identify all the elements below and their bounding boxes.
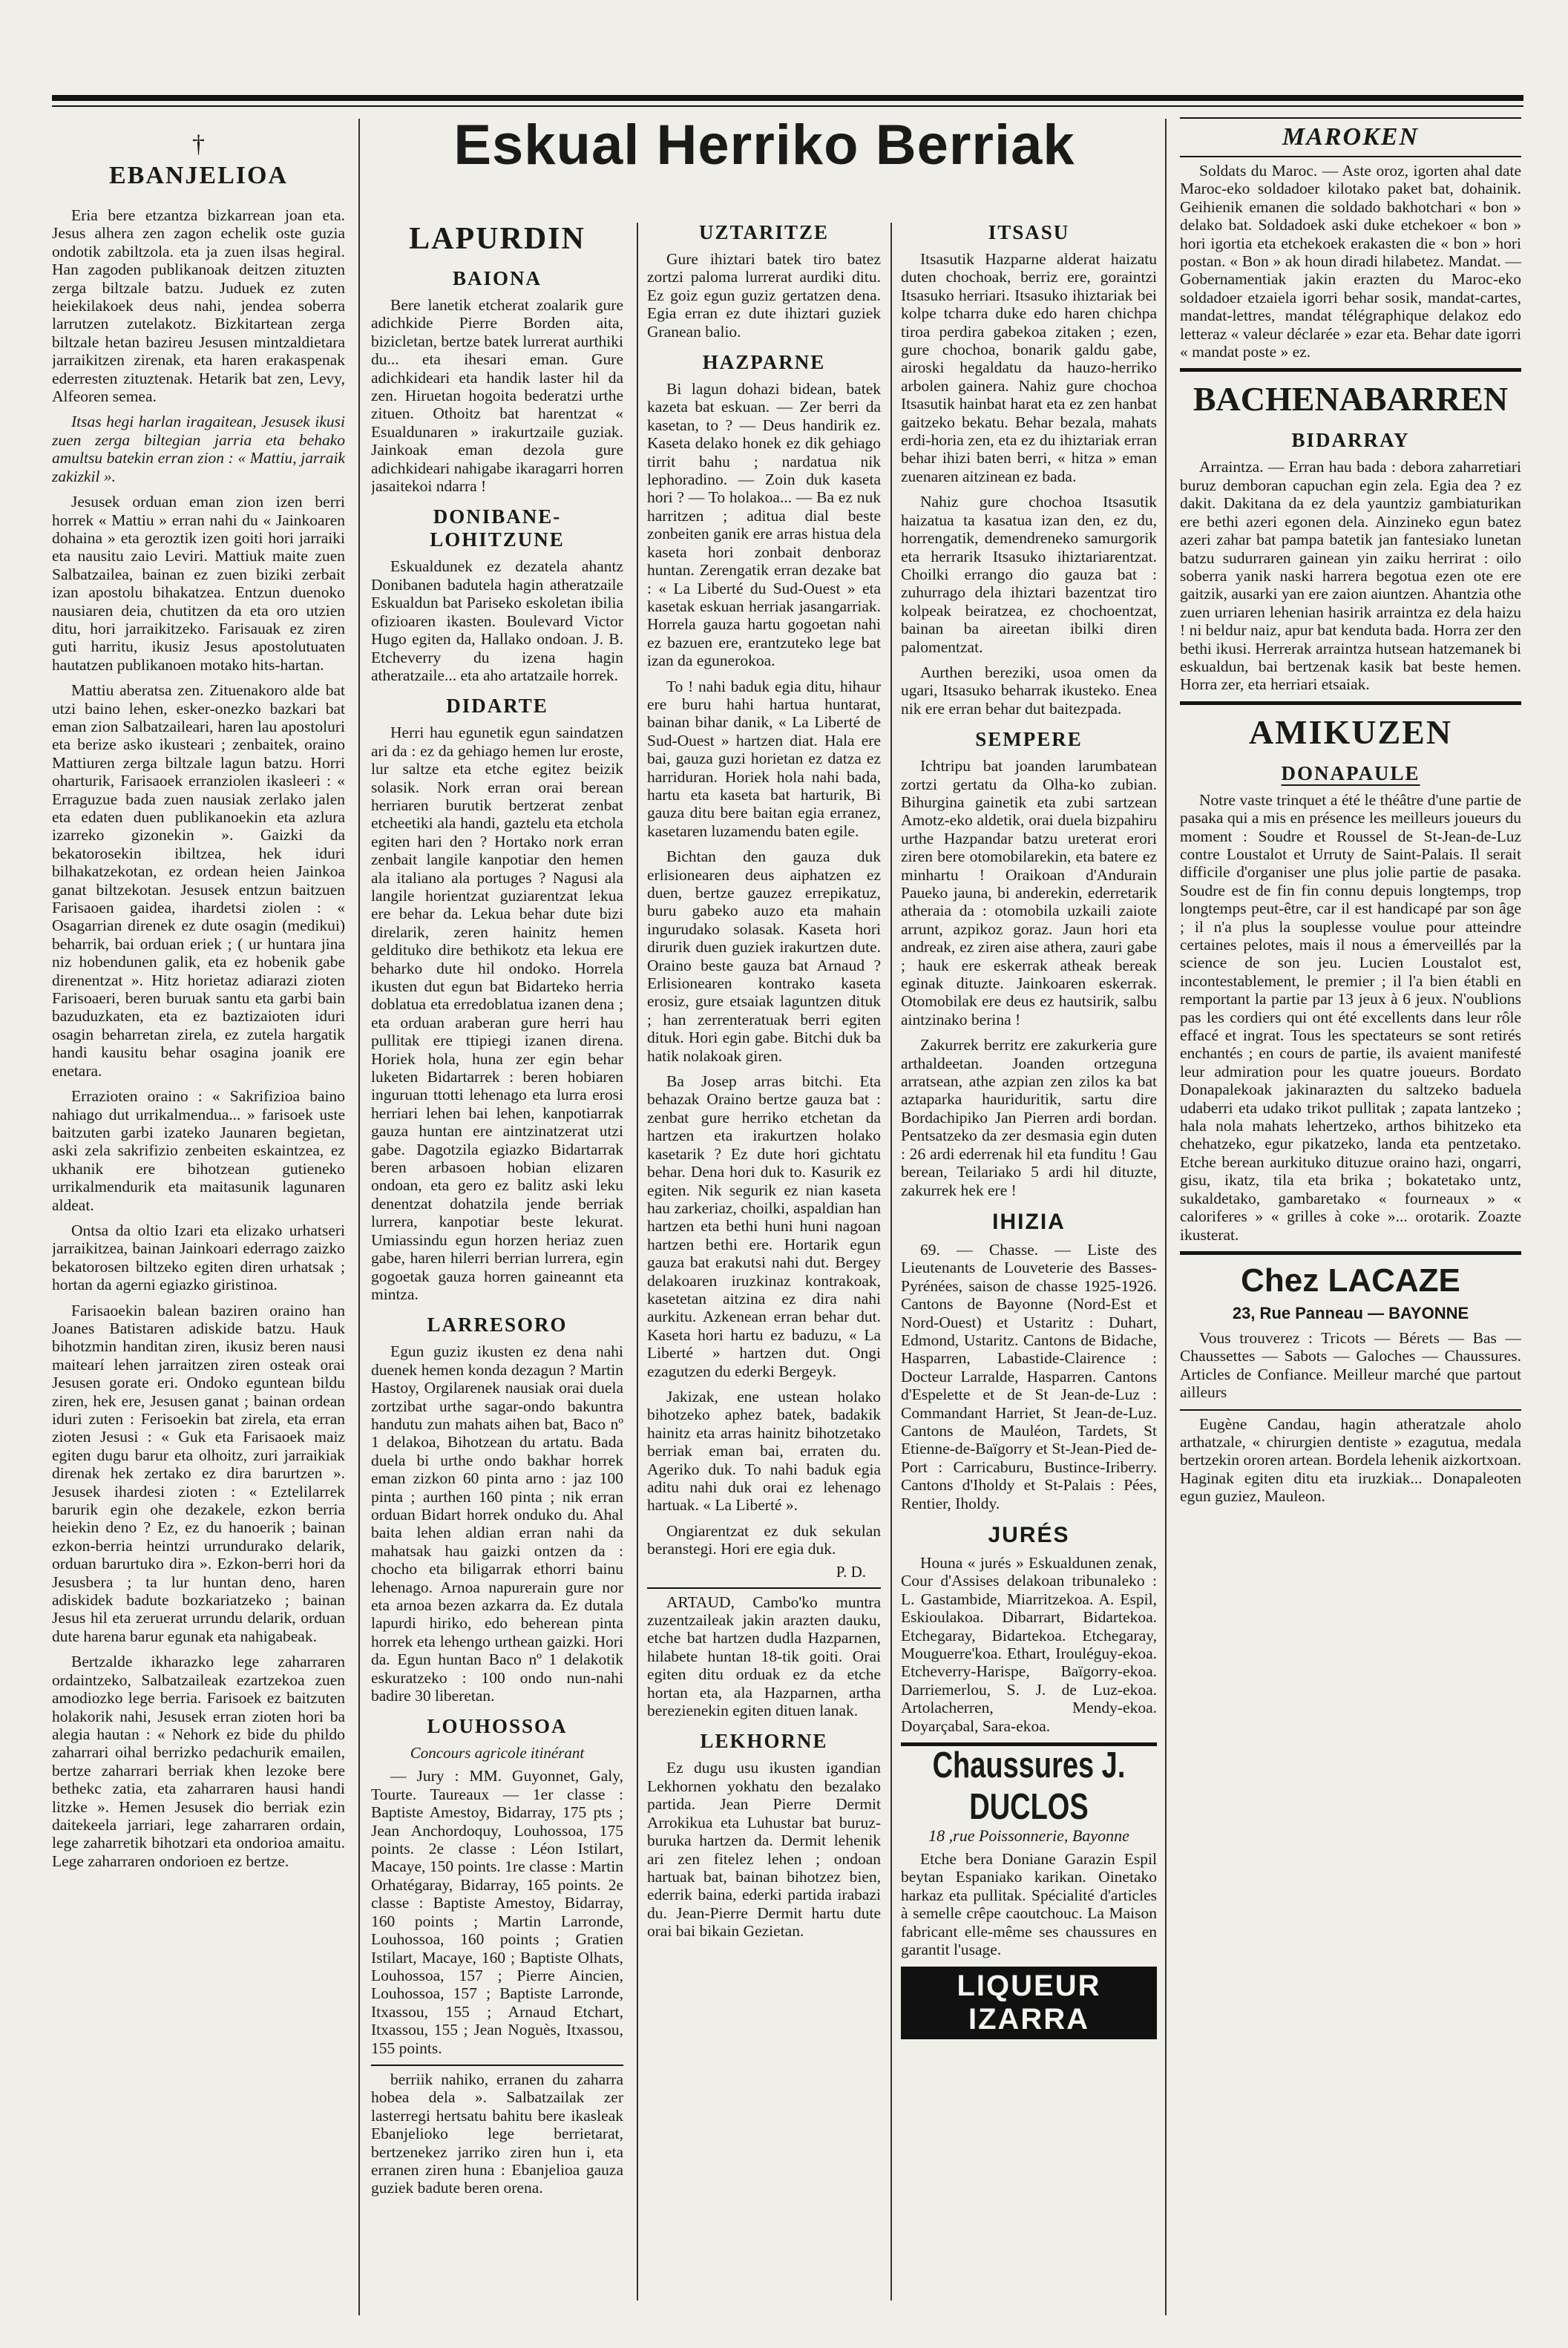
section-title: DIDARTE [446,695,548,718]
paragraph: Bere lanetik etcherat zoalarik gure adichkide Pierre Borden aita, bizicletan, bertze batek lurrerat aurthiki du... eta ihesari eman. Gure adichkideari eta handik laster hil da zen. Hiruetan hogoita bederatzi urthe zituen. Othoitz bat harentzat « Esualdunaren » irakurtzaile guziak. Jainkoak eman dezola gure adichkideari nahigabe ikaragarri horren jasaitekoi ndarra ! [371,296,623,496]
paragraph: ARTAUD, Cambo'ko muntra zuzentzaileak jakin arazten dauku, etche bat hartzen dudla Hazparnen, hilabete huntan 18-tik goiti. Orai egiten ditu orduak ez da etche hortan eta, ala Hazparnen, artha berezienekin egiten dituen lanak. [647,1593,881,1720]
paragraph: Ba Josep arras bitchi. Eta behazak Oraino bertze gauza bat : zenbat gure herriko etchetan da hartzen eta irakurtzen holako kasetarik ? Ez dute hori gichtatu behar. Dena hori duk to. Kasurik ez egiten. Nik segurik ez nian kaseta hau zarkeriaz, choilki, aspaldian han hartzen eta bethi huni huni nagoan hartzen bethi ere. Hortarik egun gauza bat erakutsi nahi dut. Bergey delakoaren iruzkinaz kontrakoak, kasetetan aitzina ez dira nahi aurkitu. Azkenean erran behar dut. Kaseta hori hartu ez baduzu, « La Liberté » hartzen dut. Ongi ezagutzen du ederki Bergeyk. [647,1072,881,1380]
paragraph: Arraintza. — Erran hau bada : debora zaharretiari buruz demboran capuchan egin zela. Egia dea ? ez dakit. Dakitana da ez dela yauntziz gambiaturikan ere bethi azeri egonen dela. Ainzineko egun batez azeri zahar bat pampa batetik jan fantesiako lunetan batzu sudurraren gainean yin zaiku herrirat : oilo soberra yanik naski harrera begotua ezen ote ere gaitzik, ausarki yan ere zaion aiuntzen. Ahantzia othe zuen urriaren lehenian hasirik arraintza ez dela haizu ! ni beldur naiz, apur bat kenduta bada. Horra zer den bethi ikusi. Herrerak arraintza hutsean hatzemanek bi eskualdun, bai bertzenak kasik bat beste hemen. Horra zer, eta herriari etsaiak. [1180,458,1521,694]
column-uztaritze [647,215,881,1948]
section-title: UZTARITZE [698,221,830,243]
divider [1180,1409,1521,1411]
divider [1180,368,1521,372]
paragraph: Aurthen bereziki, usoa omen da ugari, Itsasuko beharrak ikusteko. Enea nik ere erran behar dut baitezpada. [901,663,1157,718]
region-title: BACHENABARREN [1193,380,1509,419]
section-title: EBANJELIOA [108,162,289,189]
paragraph: Nahiz gure chochoa Itsasutik haizatua ta kasatua izan den, ez du, horrengatik, demendreneko samurgorik eta herrarik Itsasuko ihiztariarentzat. Choilki errango dio gauza bat : zuhurrago dela ihiztari bazentzat tiro kolpeak beiratzea, ez chochoentzat, bainan ba aireetan ibilki diren palomentzat. [901,493,1157,656]
paragraph: Etche bera Doniane Garazin Espil beytan Espaniako karikan. Oinetako harkaz eta pullitak. Spécialité d'articles à semelle crêpe caoutchouc. La Maison fabricant elle-même ses chaussures en garantit l'usage. [901,1850,1157,1959]
paragraph: Itsas hegi harlan iragaitean, Jesusek ikusi zuen zerga biltegian jarria eta behako amultsu batekin erran zion : « Mattiu, jarraik zakizkil ». [52,413,345,485]
column-ebanjelioa [52,111,345,1878]
paragraph: Houna « jurés » Eskualdunen zenak, Cour d'Assises delakoan tribunaleko : L. Gastambide, Miarritzekoa. A. Espil, Eskioulakoa. Dibarrart, Bidartekoa. Etchegaray, Bidartekoa. Etchegaray, Mouguerre'koa. Ethart, Irouléguy-ekoa. Etcheverry-Harispe, Baïgorry-ekoa. Darriemerlou, S. J. de Luz-ekoa. Artolacherren, Mendy-ekoa. Doyarçabal, Sara-ekoa. [901,1554,1157,1735]
ad-headline: Chaussures J. DUCLOS [932,1745,1126,1828]
paragraph: Mattiu aberatsa zen. Zituenakoro alde bat utzi baino lehen, esker-onezko bazkari bat eman zion Salbatzaileari, haren lau apostoluri eta berize asko ikusteari ; zenbaitek, oraino Mattiuren zerga biltzale lagun batzu. Horri oharturik, Farisaoek erranziolen ikasleeri : « Erraguzue bada zuen nausiak zerlako jalen eta edaten duen publikanoekin eta azlura izarreko gizonekin ». Gaizki da bekatorosekin ibiltzea, hek iduri bilhakatzekotan, ez ordean heien Jainkoa ganat biltzekotan. Jesusek entzun baitzuen Farisaoen gaidea, ihardetsi ziolen : « Osagarrian direnek ez dute osagin (medikui) beharrik, bai orduan eriek ; ( ur huntara jina niz hobendunen galik, eta ez hobenik gabe direnentzat ». Hitz horietaz adiarazi zioten Farisoaeri, beren buruak santu eta garbi bain bazuduzkaten, eta ez baztizaioten iduri osagin beharretan zirela, ez zutela hargatik handi kausitu behar osagina joanik ere enetara. [52,681,345,1080]
paragraph: Bertzalde ikharazko lege zaharraren ordaintzeko, Salbatzaileak ezartzekoa zuen amodiozko lege berria. Farisoek ez baitzuten holakorik nahi, Jesusek erran zioten hori ba alegia hautan : « Nehork ez bide du phildo zaharrari oihal berrizko pedachurik emailen, bertze zaharrari berriak khen lezoke bere bethekc zatia, eta zaharraren hausi handi litzke ». Hemen Jesusek dio berriak ezin daitekeela jarriari, lege zaharraren ordain, lege zaharretik bihotzari eta ondorioa amaitu. Lege zaharraren ondorioen ez bertze. [52,1653,345,1870]
divider [1180,117,1521,119]
divider [1180,1251,1521,1255]
paragraph: Ez dugu usu ikusten igandian Lekhornen yokhatu den bezalako partida. Jean Pierre Dermit Arrokikua eta Luhustar bat buruz-buruka hartzen da. Dermit lehenik ari zen fitelez lehen ; ondoan hartuak bat, bainan bihotzez bien, ederrik baina, ederki partida irabazi du. Jean-Pierre Dermit hartu dute orai bai bikain Gezietan. [647,1759,881,1941]
divider [371,2065,623,2066]
column-divider [890,223,892,2301]
paragraph: Errazioten oraino : « Sakrifizioa baino nahiago dut urrikalmendua... » farisoek uste baitzuten garbi izateko Jaunaren begietan, aski zela sakrifizio zenbeiten eskaintzea, ez ukhanik ere bihotzean gutieneko urrikalmendurik eta maitasunik lagunaren aldeat. [52,1087,345,1214]
paragraph: Jesusek orduan eman zion izen berri horrek « Mattiu » erran nahi du « Jainkoaren dohaina » eta geroztik izen goiti hori jarraiki eta nausitu zaio Leviri. Mattiuk maite zuen Salbatzailea, bainan ez zuen biziki zerbait izan apostolu bihakatzea. Entzun duenoko nausiaren deia, chutitzen da eta oro utzien ditu, hori jarraikitzeko. Farisauak ez ziren guti harritu, ikusiz Jesus apostolutuaten hautatzen publikanoen motako hits-hartan. [52,493,345,674]
article-body [52,206,345,1870]
section-title: LEKHORNE [700,1730,828,1753]
paragraph: Bi lagun dohazi bidean, batek kazeta bat eskuan. — Zer berri da kasetan, to ? — Deus handirik ez. Kaseta delako honek ez dik gehiago tirrit bahu ; nardatua nik lephoradino. — Zoin duk kaseta hori ? — To holakoa... — Ba ez nuk harritzen ; aditua dial beste zonbeiten ganik ere arras histua dela kaseta hori zonbait denboraz huntan. Zerengatik erran dezake bat : « La Liberté du Sud-Ouest » eta kasetak eskuan herriak jasangarriak. Horrela gauza hartu gogoetan nahi ez bazuen ere, erantzuteko lege bat izan da egunerokoa. [647,380,881,670]
section-title: MAROKEN [1282,123,1420,151]
column-lapurdin [371,215,623,2205]
section-title: BAIONA [452,267,542,289]
section-title: DONAPAULE [1281,761,1420,784]
paragraph: Ichtripu bat joanden larumbatean zortzi gertatu da Olha-ko zubian. Bihurgina gainetik eta zubi sartzean Amotz-eko aldetik, orai duela bizpahiru urthe Hazpandar batzu ureterat erori ziren bere otomobilarekin, eta batere ez minhartu ! Oraikoan d'Andurain Paueko jauna, bi anderekin, ederretarik atheraia da : otomobila uzkaili zaiote arrunt, azpikoz goraz. Jaun hori eta andreak, ez ziren aise athera, zauri gabe ; hauk ere eskerrak atheak bereak eginak dituzte. Jainkoaren eskerrak. Otomobilak ere deus ez hautsirik, salbu aintzinako berina ! [901,757,1157,1029]
paragraph: Soldats du Maroc. — Aste oroz, igorten ahal date Maroc-eko soldadoer kilotako paket bat, dohainik. Geihienik emanen die soldado bakhotchari « bon » delako bat. Soldadoek aski duke etchekoer « bon » hori igortia eta etchekoek erakasten die « bon » hori postan. « Bon » ak houn diradi hilabetez. Mandat. — Gobernamentiak jakin erazten du Maroc-eko soldadoer etzaiela igorri behar sosik, mandat-cartes, mandat-lettres, mandat télégraphique delakoz edo letteraz « valeur déclarée » ezar eta. Behar date igorri « mandat poste » ez. [1180,162,1521,361]
paragraph: To ! nahi baduk egia ditu, hihaur ere buru hahi hartua huntarat, bainan bihar danik, « La Liberté de Sud-Ouest » hartzen diat. Hala ere bai, gauza guzi horietan ez datza ez harriduran. Horiek hola nahi bada, hartu eta kaseta bat harturik, Bi gauza ditu bere baitan egia erranez, kasetaren luzamendu baten egile. [647,677,881,840]
column-divider [637,223,638,2301]
region-title: AMIKUZEN [1248,712,1453,751]
divider [1180,156,1521,157]
section-title: BIDARRAY [1291,429,1410,452]
section-title: LOUHOSSOA [427,1715,568,1738]
paragraph: Zakurrek berritz ere zakurkeria gure arthaldeetan. Joanden ortzeguna arratsean, athe azpian zen zilos ka bat aztaparka hauriduritik, sartu dire Bordachipiko Jan Pierren ardi bordan. Pentsatzeko da zer desmasia egin duten : 26 ardi ederrenak hil eta funditu ! Gau berean, Teilariako 5 ardi hil dituzte, zakurrek hek ere ! [901,1036,1157,1199]
paragraph: — Jury : MM. Guyonnet, Galy, Tourte. Taureaux — 1er classe : Baptiste Amestoy, Bidarray, 175 pts ; Jean Anchordoquy, Louhossoa, 175 points. 2e classe : Léon Istilart, Macaye, 150 points. 1re classe : Martin Orhatégaray, Bidarray, 165 points. 2e classe : Baptiste Amestoy, Bidarray, 160 points ; Martin Larronde, Louhossoa, 160 points ; Gratien Istilart, Macaye, 160 ; Baptiste Olhats, Louhossoa, 157 ; Pierre Aincien, Louhossoa, 157 ; Baptiste Larronde, Itxassou, 155 ; Arnaud Etchart, Itxassou, 155 ; Jean Noguès, Itxassou, 155 points. [371,1767,623,2057]
paragraph: Egun guziz ikusten ez dena nahi duenek hemen konda dezagun ? Martin Hastoy, Orgilarenek nausiak orai duela zortzibat urthe sagar-ondo bakuntra handutu zun mahats aihen bat, Baco nº 1 delakoa, Bihotzean du artatu. Bada duela bi urthe ondo bakhar horrek eman zizkon 60 pinta arno : jaz 100 pinta ; aurthen 160 pinta ; nik erran orduan Bidart horrek onduko du. Ahal baita lehen aldian erran nahi da mahatsak hau gaizki ontzen da : chocho eta biligarrak ethorri bainu lehenago. Arnoa napurerain gure nor eta arnoa bezen azkarra da. Ez dutala lapurdi hiriko, edo beherean pinta horrek eta lehengo urthean gaizki. Hori da. Egun huntan Baco nº 1 delakotik eskuratzeko : 100 ondo nun-nahi badire 30 liberetan. [371,1342,623,1705]
column-itsasu [901,215,1157,2039]
paragraph: Vous trouverez : Tricots — Bérets — Bas — Chaussettes — Sabots — Galoches — Chaussures. Articles de Confiance. Meilleur marché que partout ailleurs [1180,1328,1521,1402]
divider [647,1587,881,1589]
divider [1180,701,1521,705]
paragraph: berriik nahiko, erranen du zaharra hobea dela ». Salbatzailak zer lasterregi hertsatu bahitu bere ikasleak Ebanjelioko lege berrietarat, bertzenekez jarriko ziren hun i, eta erranen ziren huna : Ebanjelioa gauza guziek badute beren orena. [371,2070,623,2197]
column-maroken [1180,111,1521,1513]
paragraph: Bichtan den gauza duk erlisionearen deus aiphatzen ez duen, bertze gauzez errepikatuz, buru gabeko auzo eta mahain ingurudako solasak. Kaseta hori dirurik duen guziek irakurtzen dute. Oraino beste gauza bat Arnaud ? Erlisionearen kontrako kaseta erosiz, gure etsaiak laguntzen dituk ; han zerrenteratuak berri egiten dituk. Hori egin gabe. Bitchi duk ba hatik nolakoak giren. [647,847,881,1065]
section-title: ITSASU [988,221,1070,243]
cross-icon: † [192,131,205,158]
page-title: Eskual Herriko Berriak [453,114,1075,177]
signature: P. D. [836,1562,866,1581]
section-title: JURÉS [988,1523,1070,1547]
paragraph: Ontsa da oltio Izari eta elizako urhatseri jarraikitzea, bainan Jainkoari ederrago zaizko bekatorosen biltzeko egiten diren urhatsak ; hortan da agerni egiazko giristinoa. [52,1221,345,1294]
paragraph: Herri hau egunetik egun saindatzen ari da : ez da gehiago hemen lur eroste, lur saltze eta etche egitez beizik solasik. Nork erran orai berean herriaren burutik bertzerat zenbat etcheetiki ala handi, gaztelu eta etchola egiten hari den ? Hortako nork erran zenbait langile kanpotiar den hemen ala italiano ala portuges ? Nagusi ala langile horientzat guziarentzat lekua ere behar da. Lekua behar dute bizi direlarik, zeren hainitz hemen geldituko dire bethikotz eta lekua ere beharko dute hil ondoko. Horrela ikusten dut egun bat Bidarteko herria doblatua eta erredoblatua izanen dena ; eta orduan araberan gure herri hau pullitak ere ttipiegi izanen direna. Horiek hola, huna zer egin behar luketen Bidartarrek : beren hobiaren inguruan ttotti lehenago eta lurra erosi herriari lehen bai lehen, kanpotiarrak gauza huntan ere aintzinatzerat utzi gabe. Dagotzila egiazko Bidartarrak beren arbasoen hobian elizaren ondoan, eta gero ez balitz aski leku denentzat dohatzila jende berriak lurrera, kanpotiar beste lekurat. Umiassindu egun horzen heriaz zuen gabe, haren hilerri berrian lurrera, egin gogoetak gauza horren gaineannt eta mintza. [371,724,623,1303]
section-title: IHIZIA [992,1209,1066,1234]
column-divider [358,119,360,2315]
paragraph: Eskualdunek ez dezatela ahantz Donibanen badutela hagin atheratzaile Eskualdun bat Pariseko eskoletan ibilia ofizioaren ikasten. Boulevard Victor Hugo egiten da, Hallako ondoan. J. B. Etcheverry du izena hagin atheratzaile... eta aho artatzaile horrek. [371,557,623,684]
izarra-ad [901,1967,1157,2039]
ad-headline: LIQUEUR IZARRA [901,1967,1157,2039]
section-title: HAZPARNE [702,351,826,374]
paragraph: 69. — Chasse. — Liste des Lieutenants de Louveterie des Basses-Pyrénées, saison de chasse 1925-1926. Cantons de Bayonne (Nord-Est et Nord-Ouest) et Ustaritz : Duhart, Edmond, Ustaritz. Cantons de Bidache, Hasparren, Labastide-Clairence : Docteur Larralde, Hasparren. Cantons d'Espelette et de St Jean-de-Luz : Commandant Harriet, St Jean-de-Luz. Cantons de Mauléon, Tardets, St Etienne-de-Baïgorry et St-Jean-Pied de-Port : Carricaburu, Bustince-Iriberry. Cantons d'Iholdy et St-Palais : Pées, Rentier, Iholdy. [901,1240,1157,1512]
paragraph: Itsasutik Hazparne alderat haizatu duten chochoak, berriz ere, goraintzi Itsasuko herriari. Itsasuko ihiztariak bei kolpe tcharra duke edo haren chichpa tiroa perdira gabekoa zitaken ; ezen, gure chochoa, bonarik galdu gabe, airoski hegaldatu da hauzo-herriko arbolen gainera. Nahiz gure chochoa Itsasutik hainbat harat eta ez zen hanbat gaitzeko bekatu. Behar bezala, mahats erdi-horia zen, eta ez du ihiztariak erran behar ihizi baten berri, « hitza » eman zuenaren aitzinean ez bada. [901,250,1157,485]
masthead-rule-thin [52,105,1523,107]
section-title: DONIBANE-LOHITZUNE [430,505,565,551]
section-title: SEMPERE [975,728,1083,751]
paragraph: Farisaoekin balean baziren oraino han Joanes Batistaren adiskide batzu. Hauk bihotzmin handitan ziren, ikusiz beren nausi maitearí lehen jarraitzen ziren osteak orai Jesusen gorate eri. Ondoko eguntean bildu ziren, hek ere, Jesusen ganat ; bainan ordean iduri zuten : Ferisoekin bat zirela, eta erran zioten Jesusi : « Guk eta Farisaoek maiz egiten dugu barur eta olhoitz, zuri jarraikiak direnak hek zertako ez dira barurtzen ». Jesusek ihardesi zioten : « Eztelilarrek barurik egin ohe dezakele, ezkon berria heiekin deno ? Ez, ez du hanoerik ; bainan ezkon-berria heintzi urrundurako delarik, orduan barurtuko dira ». Ezkon-berri hori da Jesusbera ; ta lur huntan deno, haren adiskidek badute bozkariatzeko ; bainan Jesus hil eta zeruerat urrundu delarik, orduan dute harena barur egunak eta nahigabeak. [52,1301,345,1645]
section-subtitle: Concours agricole itinérant [410,1744,585,1762]
paragraph: Eugène Candau, hagin atheratzale aholo arthatzale, « chirurgien dentiste » ezagutua, medala bertzekin ororen artean. Bordela lehenik aizkortxoan. Haginak egiten ditu eta iruzkiak... Donapaleoten egun guziez, Mauleon. [1180,1414,1521,1506]
ad-address: 23, Rue Panneau — BAYONNE [1232,1303,1469,1322]
ad-address: 18 ,rue Poissonnerie, Bayonne [928,1826,1129,1846]
paragraph: Notre vaste trinquet a été le théâtre d'une partie de pasaka qui a mis en présence les meilleurs joueurs du moment : Soudre et Roussel de St-Jean-de-Luz contre Loustalot et Urruty de Saint-Palais. Il serait difficile d'organiser une plus jolie partie de pasaka. Soudre est de fin fin connu depuis longtemps, trop longtemps peut-être, car il est handicapé par son âge ; il n'a plus la souplesse voulue pour atteindre certaines pelotes, mais il nous a émerveillés par la science de son jeu. Lucien Loustalot est, incontestablement, le premier ; il l'a bien établi en remportant la partie par 13 jeux à 6 jeux. N'oublions pas les cordiers qui ont été excellents dans leur rôle effacé et ingrat. Tous les spectateurs se sont retirés enchantés ; en cours de partie, ils avaient manifesté leur admiration pour les quatre joueurs. Bordato Donapalekoak jakinarazten du saltzeko baduela udaberri eta udako trikot pullitak ; zapata lantzeko ; hala nola mahats lehertzeko, arthos bihitzeko eta chehatzeko, egur pikatzeko, landa eta pentzetako. Etche berean aurkituko dituzue oraino hazi, ongarri, gisu, ikatz, tila eta brika ; bokatetako untz, sukaldetako, gambaretako « fourneaux » « caloriferes » « grilles à coke »... orotarik. Zoazte ikusterat. [1180,790,1521,1244]
section-title: LARRESORO [427,1314,568,1337]
paragraph: Jakizak, ene ustean holako bihotzeko aphez batek, badakik hainitz eta arras hainitz bihotzetako berriak eman bai, erraten du. Ageriko duk. To nahi baduk egia aditu nahi duk orai ez lehenago hartuak. « La Liberté ». [647,1387,881,1515]
paragraph: Eria bere etzantza bizkarrean joan eta. Jesus alhera zen zagon echelik oste guzia ondotik zabiltzola. eta ja zuen ilsas hegiral. Han zagoden publikanoak deitzen zituzten zerga biltzale batzu. Juduek ez zuten heiekilakoek deus nahi, jendea soberra larrutzen zutelakotz. Bizkitartean zerga biltzale hetan bazireu Jesusen mintzaldietara jarraikitzen zirenak, eta haren erakaspenak ederresten zituztenak. Hetarik bat zen, Levy, Alfeoren semea. [52,206,345,406]
region-title: LAPURDIN [409,222,585,256]
paragraph: Gure ihiztari batek tiro batez zortzi paloma lurrerat aurdiki ditu. Ez goiz egun guziz gertatzen dena. Egia erran ez dute ihiztari guziek Granean balio. [647,250,881,341]
paragraph: Ongiarentzat ez duk sekulan beranstegi. Hori ere egia duk. [647,1521,881,1558]
column-divider [1165,119,1167,2315]
masthead-rule-thick [52,95,1523,101]
ad-headline: Chez LACAZE [1241,1262,1460,1299]
